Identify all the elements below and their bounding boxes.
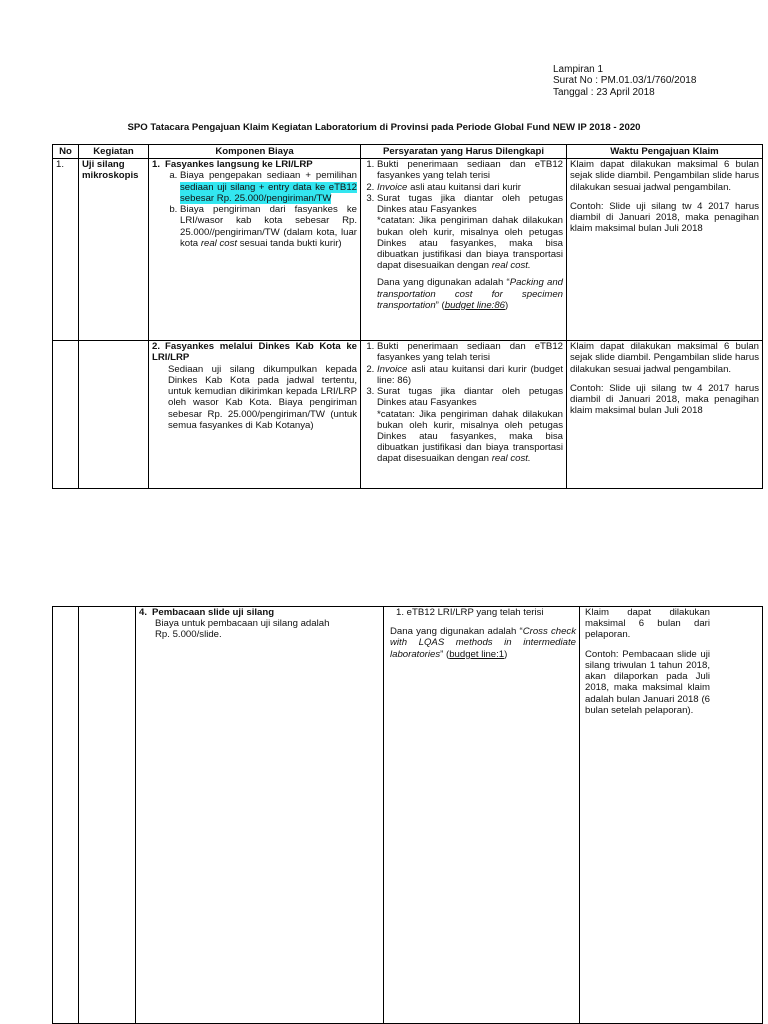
- catatan-italic: real cost.: [491, 453, 531, 465]
- dana-note: [364, 277, 563, 311]
- persyaratan-cell: [361, 341, 567, 489]
- catatan-note: [364, 409, 563, 465]
- claim-procedure-table-continued: [52, 606, 763, 1024]
- dana-note: [390, 626, 576, 660]
- list-item: [377, 182, 563, 193]
- waktu-text: Klaim dapat dilakukan maksimal 6 bulan dari pelaporan.: [585, 607, 710, 641]
- item-number: 4.: [139, 607, 148, 618]
- list-item: [180, 204, 357, 249]
- kegiatan-cell: [79, 607, 136, 1024]
- kegiatan-cell: [79, 341, 149, 489]
- waktu-example: Contoh: Slide uji silang tw 4 2017 harus diambil di Januari 2018, maka penagihan klaim maksimal bulan Juli 2018: [570, 382, 759, 417]
- claim-procedure-table: [52, 144, 763, 489]
- row-number: [53, 607, 79, 1024]
- waktu-cell: [580, 607, 763, 1024]
- waktu-cell: [567, 341, 763, 489]
- col-header-waktu: Waktu Pengajuan Klaim: [567, 145, 763, 159]
- list-item: 1. Bukti penerimaan sediaan dan eTB12 fasyankes yang telah terisi: [377, 341, 563, 363]
- waktu-text: Klaim dapat dilakukan maksimal 6 bulan sejak slide diambil. Pengambilan slide harus dilakukan sesuai jadwal pengambilan.: [570, 341, 759, 375]
- dana-post: ): [504, 648, 508, 660]
- table-row: [53, 607, 763, 1024]
- tanggal-date: Tanggal : 23 April 2018: [553, 86, 655, 98]
- surat-number: Surat No : PM.01.03/1/760/2018: [553, 75, 697, 87]
- persyaratan-cell: [384, 607, 580, 1024]
- table-row: [53, 159, 763, 341]
- persyaratan-cell: [361, 159, 567, 341]
- budget-line: budget line:1: [449, 648, 505, 660]
- row-number: [53, 341, 79, 489]
- waktu-example: Contoh: Pembacaan slide uji silang triwulan 1 tahun 2018, akan dilaporkan pada Juli 2018, maka maksimal klaim adalah bulan Januari 2018 (6 bulan setelah pelaporan).: [585, 648, 710, 716]
- komponen-heading: Fasyankes langsung ke LRI/LRP: [165, 159, 313, 171]
- dana-pre: Dana yang digunakan adalah “: [390, 626, 523, 638]
- table-row: [53, 341, 763, 489]
- dana-italic: Packing and transportation cost for specimen transportation: [377, 277, 563, 311]
- dana-pre: Dana yang digunakan adalah “: [377, 277, 510, 289]
- syarat-2-text: asli atau kuitansi dari kurir: [407, 181, 521, 193]
- waktu-text: Klaim dapat dilakukan maksimal 6 bulan sejak slide diambil. Pengambilan slide harus dilakukan sesuai jadwal pengambilan.: [570, 159, 759, 193]
- waktu-example: Contoh: Slide uji silang tw 4 2017 harus diambil di Januari 2018, maka penagihan klaim maksimal bulan Juli 2018: [570, 200, 759, 235]
- list-item: 1. Bukti penerimaan sediaan dan eTB12 fasyankes yang telah terisi: [377, 159, 563, 181]
- list-item: [180, 170, 357, 204]
- list-item: 3. Surat tugas jika diantar oleh petugas Dinkes atau Fasyankes: [377, 193, 563, 215]
- catatan-italic: real cost.: [491, 260, 531, 272]
- dana-post: ): [505, 299, 509, 311]
- col-header-no: No: [53, 145, 79, 159]
- dana-mid: ” (: [435, 299, 445, 311]
- budget-line: budget line:86: [444, 299, 506, 311]
- komponen-body: Biaya untuk pembacaan uji silang adalah Rp. 5.000/slide.: [155, 618, 330, 641]
- kegiatan-cell: Uji silang mikroskopis: [79, 159, 149, 341]
- document-title: SPO Tatacara Pengajuan Klaim Kegiatan Laboratorium di Provinsi pada Periode Global Fund NEW IP 2018 - 2020: [127, 122, 641, 133]
- list-item: [377, 364, 563, 386]
- syarat-item: 1. eTB12 LRI/LRP yang telah terisi: [396, 607, 544, 618]
- dana-italic: Cross check with LQAS methods in intermediate laboratories: [390, 626, 577, 660]
- row-number: 1.: [53, 159, 79, 341]
- komponen-b-post: sesuai tanda bukti kurir): [237, 237, 342, 249]
- invoice-italic: Invoice: [377, 363, 408, 375]
- komponen-b-italic: real cost: [200, 237, 238, 249]
- catatan-text: *catatan: Jika pengiriman dahak dilakukan bukan oleh kurir, misalnya oleh petugas Dinkes atau fasyankes, maka bisa dibuatkan justifikasi dan biaya transportasi dapat disesuaikan dengan: [377, 215, 563, 272]
- komponen-heading: Pembacaan slide uji silang: [152, 607, 275, 618]
- komponen-body: Sediaan uji silang dikumpulkan kepada Dinkes Kab Kota pada jadwal tertentu, untuk kemudian dikirimkan kepada LRI/LRP oleh wasor Kab Kota. Biaya pengiriman sebesar Rp. 25.000/pengiriman/TW (untuk semua fasyankes di Kab Kotanya): [168, 363, 357, 431]
- col-header-kegiatan: Kegiatan: [79, 145, 149, 159]
- lampiran-label: Lampiran 1: [553, 64, 604, 75]
- komponen-b-text: Biaya pengiriman dari fasyankes ke LRI/wasor kab kota sebesar Rp. 25.000//pengiriman/TW (dalam kota, luar kota: [180, 204, 357, 249]
- catatan-note: [364, 215, 563, 271]
- komponen-a-text: Biaya pengepakan sediaan + pemilihan: [180, 170, 357, 182]
- col-header-persyaratan: Persyaratan yang Harus Dilengkapi: [361, 145, 567, 159]
- item-number: 1.: [152, 159, 161, 171]
- col-header-komponen: Komponen Biaya: [149, 145, 361, 159]
- komponen-cell: [149, 159, 361, 341]
- komponen-cell: [149, 341, 361, 489]
- dana-mid: ” (: [440, 648, 450, 660]
- waktu-cell: [567, 159, 763, 341]
- syarat-2-text: asli atau kuitansi dari kurir (budget line: 86): [377, 363, 563, 386]
- item-number: 2.: [152, 341, 161, 353]
- list-item: 3. Surat tugas jika diantar oleh petugas Dinkes atau Fasyankes: [377, 386, 563, 408]
- komponen-cell: [136, 607, 384, 1024]
- table-header-row: [53, 145, 763, 159]
- attachment-header: [553, 64, 696, 98]
- komponen-heading: Fasyankes melalui Dinkes Kab Kota ke LRI/LRP: [152, 341, 357, 364]
- highlighted-text: sediaan uji silang + entry data ke eTB12 sebesar Rp. 25.000/pengiriman/TW: [180, 181, 357, 204]
- catatan-text: *catatan: Jika pengiriman dahak dilakukan bukan oleh kurir, misalnya oleh petugas Dinkes atau fasyankes, maka bisa dibuatkan justifikasi dan biaya transportasi dapat disesuaikan dengan: [377, 408, 563, 465]
- invoice-italic: Invoice: [377, 181, 408, 193]
